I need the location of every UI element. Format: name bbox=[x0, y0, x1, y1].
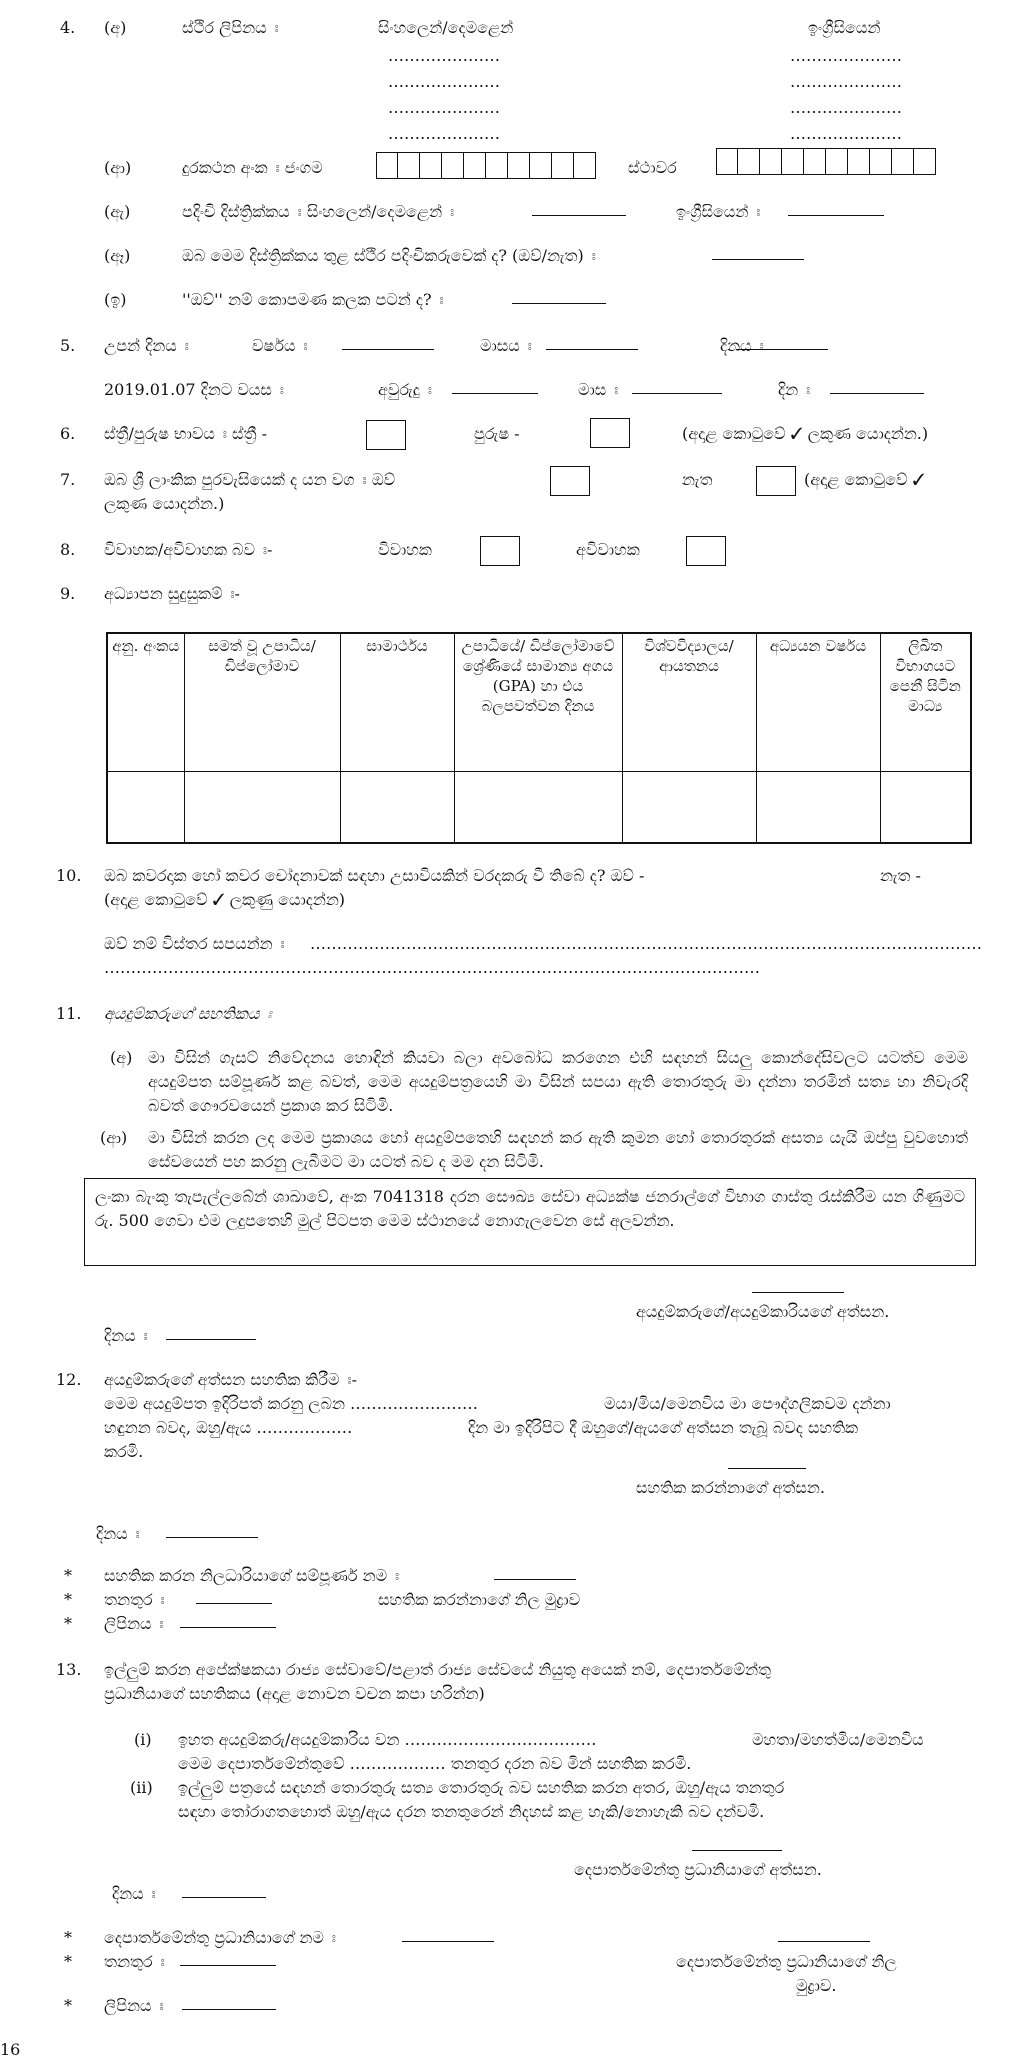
address-english-line-4[interactable]: ………………… bbox=[790, 124, 902, 143]
hod-cert-ii-1: ඉල්ලුම් පත්‍රයේ සඳහන් තොරතුරු සත්‍ය තොරතුරු බව සහතික කරන අතර, ඔහු/ඇය තනතුර bbox=[178, 1778, 785, 1797]
s13i-label: (i) bbox=[134, 1730, 152, 1749]
details-label: ඔව් නම් විස්තර සපයන්න ඃ bbox=[104, 934, 285, 953]
dob-month-field[interactable] bbox=[546, 349, 638, 350]
col-degree: සමත් වූ උපාධිය/ ඩිප්ලෝමාව bbox=[184, 633, 340, 771]
age-years-label: අවුරුදු ඃ bbox=[378, 380, 432, 399]
district-english-field[interactable] bbox=[788, 215, 884, 216]
col-serial: අනු. අංකය bbox=[107, 633, 184, 771]
address-sinhala-line-3[interactable]: ………………… bbox=[388, 98, 500, 117]
details-line-2[interactable]: …………………………………………………………………………………………………………… bbox=[104, 958, 760, 977]
applicant-signature-line[interactable] bbox=[752, 1292, 844, 1293]
age-label: 2019.01.07 දිනට වයස ඃ bbox=[104, 380, 284, 399]
s4ae-label: (ඇ) bbox=[104, 202, 131, 221]
applicant-signature-label: අයදුම්කරුගේ/අයදුම්කාරියගේ අත්සන. bbox=[636, 1302, 890, 1321]
certifier-signature-line[interactable] bbox=[728, 1468, 806, 1469]
s11aa-label: (ආ) bbox=[100, 1128, 128, 1147]
col-medium: ලිඛිත විභාගයට පෙනී සිටින මාධ්‍ය bbox=[880, 633, 971, 771]
s4aa-label: (ආ) bbox=[104, 158, 132, 177]
hod-signature-label: දෙපාර්තමේන්තු ප්‍රධානියාගේ අත්සන. bbox=[574, 1860, 822, 1879]
dob-year-label: වර්ෂය ඃ bbox=[252, 336, 308, 355]
age-days-field[interactable] bbox=[830, 393, 924, 394]
hod-address-field[interactable] bbox=[182, 2009, 276, 2010]
officer-position-field[interactable] bbox=[196, 1603, 272, 1604]
dob-year-field[interactable] bbox=[342, 349, 434, 350]
hod-address-label: ලිපිනය ඃ bbox=[104, 1996, 164, 2015]
s4a-label: (අ) bbox=[104, 18, 127, 37]
mobile-number-boxes[interactable] bbox=[376, 152, 596, 179]
s8-number: 8. bbox=[60, 540, 76, 559]
unmarried-checkbox[interactable] bbox=[686, 536, 726, 566]
cell-university[interactable] bbox=[622, 771, 756, 843]
hod-seal-label-1: දෙපාර්තමේන්තු ප්‍රධානියාගේ නිල bbox=[676, 1952, 897, 1971]
cell-year[interactable] bbox=[756, 771, 880, 843]
education-table bbox=[106, 632, 972, 844]
officer-position-label: තනතුර ඃ bbox=[104, 1590, 165, 1609]
male-label: පුරුෂ - bbox=[474, 424, 520, 443]
declaration-a-text: මා විසින් ගැසට් නිවේදනය හොඳින් කියවා බලා අවබෝධ කරගෙන එහි සඳහන් සියලු කොන්දේසිවලට යටත්ව මෙම අයදුම්පත සම්පූර්ණ කළ බවත්, මෙම අයදුම්පත්‍රයෙහි මා විසින් සපයා ඇති තොරතුරු මා දන්නා තරමින් සත්‍ය හා නිවැරදි බවත් ගෞරවයෙන් ප්‍රකාශ කර සිටිමි. bbox=[148, 1048, 968, 1115]
phone-label: දුරකථන අංක ඃ ජංගම bbox=[182, 158, 323, 177]
attestation-line-3: කරමි. bbox=[104, 1442, 144, 1461]
col-year: අධ්‍යයන වර්ෂය bbox=[756, 633, 880, 771]
district-label: පදිංචි දිස්ත්‍රික්කය ඃ සිංහලෙන්/දෙමළෙන් ඃ bbox=[182, 202, 455, 221]
education-table-header bbox=[107, 633, 971, 771]
star-marker: * bbox=[64, 1614, 72, 1633]
address-english-line-1[interactable]: ………………… bbox=[790, 46, 902, 65]
citizenship-note-1: (අදාළ කොටුවේ ✓ bbox=[804, 470, 925, 489]
age-months-label: මාස ඃ bbox=[578, 380, 619, 399]
attestation-line-1b: මයා/මිය/මෙනවිය මා පෞද්ගලිකවම දන්නා bbox=[604, 1394, 891, 1413]
hod-cert-i-2: මෙම දෙපාර්තමේන්තුවේ ……………… තනතුර දරන බව මින් සහතික කරමි. bbox=[178, 1754, 692, 1773]
star-marker: * bbox=[64, 1928, 72, 1947]
s6-number: 6. bbox=[60, 424, 76, 443]
hod-cert-ii-2: සඳහා තෝරාගතහොත් ඔහු/ඇය දරන තනතුරෙන් නිදහස් කළ හැකි/නොහැකි බව දන්වමි. bbox=[178, 1802, 765, 1821]
unmarried-label: අවිවාහක bbox=[576, 540, 640, 559]
page-number: 16 bbox=[0, 2040, 21, 2059]
cell-medium[interactable] bbox=[880, 771, 971, 843]
s4aee-label: (ඈ) bbox=[104, 246, 131, 265]
s13-number: 13. bbox=[56, 1660, 82, 1679]
citizenship-note-2: ලකුණ යොදන්න.) bbox=[104, 494, 225, 513]
fixed-number-boxes[interactable] bbox=[716, 148, 936, 175]
permanent-resident-field[interactable] bbox=[712, 259, 804, 260]
payment-receipt-box: ලංකා බැංකු තැපැල්ලබේන් ශාඛාවේ, අංක 7041318 දරන සෞඛ්‍ය සේවා අධ්‍යක්ෂ ජනරාල්ගේ විභාග ගාස්තු රැස්කිරීම යන ගිණුමට රු. 500 ගෙවා එම ලදුපතෙහි මුල් පිටපත මෙම ස්ථානයේ නොගැලවෙන සේ අලවන්න. bbox=[84, 1178, 976, 1266]
s10-number: 10. bbox=[56, 866, 82, 885]
hod-cert-line-1: ඉල්ලුම් කරන අපේක්ෂකයා රාජ්‍ය සේවාවේ/පළාත් රාජ්‍ය සේවයේ නියුතු අයෙක් නම්, දෙපාර්තමේන්තු bbox=[104, 1660, 772, 1679]
col-university: විශ්වවිද්‍යාලය/ ආයතනය bbox=[622, 633, 756, 771]
star-marker: * bbox=[64, 1566, 72, 1585]
education-table-row[interactable] bbox=[107, 771, 971, 843]
officer-name-label: සහතික කරන නිලධාරියාගේ සම්පූර්ණ නම ඃ bbox=[104, 1566, 400, 1585]
address-title: ස්ථිර ලිපිනය ඃ bbox=[182, 18, 279, 37]
attestation-line-2b: දින මා ඉදිරිපිට දී ඔහුගේ/ඇයගේ අත්සන තැබූ බවද සහතික bbox=[468, 1418, 859, 1437]
dob-month-label: මාසය ඃ bbox=[480, 336, 532, 355]
officer-address-label: ලිපිනය ඃ bbox=[104, 1614, 164, 1633]
male-checkbox[interactable] bbox=[590, 418, 630, 448]
s11a-label: (අ) bbox=[110, 1048, 133, 1067]
citizen-no-label: නැත bbox=[682, 470, 713, 489]
hod-position-label: තනතුර ඃ bbox=[104, 1952, 165, 1971]
citizen-no-checkbox[interactable] bbox=[756, 466, 796, 496]
s5-number: 5. bbox=[60, 336, 76, 355]
district-sinhala-field[interactable] bbox=[532, 215, 626, 216]
s12-date-field[interactable] bbox=[166, 1537, 258, 1538]
attestation-line-2a: හඳුනන බවද, ඔහු/ඇය ……………… bbox=[104, 1418, 353, 1437]
declaration-aa-text: මා විසින් කරන ලද මෙම ප්‍රකාශය හෝ අයදුම්පතෙහි සඳහන් කර ඇති කුමන හෝ තොරතුරක් අසත්‍ය යැයි ඔප්පු වුවහොත් සේවයෙන් පහ කරනු ලැබීමට මා යටත් බව ද මම දන සිටිමි. bbox=[148, 1128, 968, 1171]
since-when-question: ''ඔව්'' නම් කොපමණ කලක පටන් ද? ඃ bbox=[182, 290, 444, 309]
gender-note: (අදාළ කොටුවේ ✓ ලකුණ යොදන්න.) bbox=[682, 424, 929, 443]
hod-position-field[interactable] bbox=[180, 1965, 276, 1966]
s11-date-field[interactable] bbox=[166, 1339, 256, 1340]
citizen-yes-checkbox[interactable] bbox=[550, 466, 590, 496]
s13-date-field[interactable] bbox=[182, 1897, 266, 1898]
star-marker: * bbox=[64, 1590, 72, 1609]
district-english-label: ඉංග්‍රීසියෙන් ඃ bbox=[676, 202, 761, 221]
age-years-field[interactable] bbox=[452, 393, 538, 394]
hod-signature-line[interactable] bbox=[692, 1850, 782, 1851]
dob-day-label: දිනය ඃ bbox=[720, 336, 764, 355]
permanent-resident-question: ඔබ මෙම දිස්ත්‍රික්කය තුළ ස්ථිර පදිංචිකරුවෙක් ද? (ඔව්/නැත) ඃ bbox=[182, 246, 596, 265]
marital-label: විවාහක/අවිවාහක බව ඃ- bbox=[104, 540, 273, 559]
certifier-signature-label: සහතික කරන්නාගේ අත්සන. bbox=[636, 1478, 825, 1497]
s11-date-label: දිනය ඃ bbox=[104, 1326, 148, 1345]
fixed-line-label: ස්ථාවර bbox=[628, 158, 677, 177]
age-months-field[interactable] bbox=[632, 393, 722, 394]
conviction-note: (අදාළ කොටුවේ ✓ ලකුණු යොදන්න) bbox=[104, 890, 346, 909]
hod-name-field[interactable] bbox=[402, 1941, 494, 1942]
hod-cert-i-1b: මහතා/මහත්මිය/මෙනවිය bbox=[752, 1730, 924, 1749]
s13ii-label: (ii) bbox=[130, 1778, 153, 1797]
gender-label: ස්ත්‍රී/පුරුෂ භාවය ඃ ස්ත්‍රී - bbox=[104, 424, 268, 443]
s9-number: 9. bbox=[60, 584, 76, 603]
married-label: විවාහක bbox=[378, 540, 432, 559]
conviction-no-label: නැත - bbox=[880, 866, 921, 885]
s12-date-label: දිනය ඃ bbox=[96, 1524, 140, 1543]
officer-address-field[interactable] bbox=[180, 1627, 276, 1628]
cell-serial[interactable] bbox=[107, 771, 184, 843]
education-label: අධ්‍යාපන සුදුසුකම් ඃ- bbox=[104, 584, 240, 603]
attestation-title: අයදුම්කරුගේ අත්සන සහතික කිරීම ඃ- bbox=[104, 1370, 357, 1389]
s7-number: 7. bbox=[60, 470, 76, 489]
dob-day-field[interactable] bbox=[736, 349, 828, 350]
attestation-line-1a: මෙම අයදුම්පත ඉදිරිපත් කරනු ලබන …………………… bbox=[104, 1394, 479, 1413]
s4i-label: (ඉ) bbox=[104, 290, 127, 309]
address-english-line-3[interactable]: ………………… bbox=[790, 98, 902, 117]
hod-cert-line-2: ප්‍රධානියාගේ සහතිකය (අදාළ නොවන වචන කපා හරින්න) bbox=[104, 1684, 485, 1703]
age-days-label: දින ඃ bbox=[778, 380, 811, 399]
star-marker: * bbox=[64, 1952, 72, 1971]
address-sinhala-heading: සිංහලෙන්/දෙමළෙන් bbox=[378, 18, 514, 37]
address-sinhala-line-4[interactable]: ………………… bbox=[388, 124, 500, 143]
address-english-line-2[interactable]: ………………… bbox=[790, 72, 902, 91]
citizenship-label: ඔබ ශ්‍රී ලාංකික පුරවැසියෙක් ද යන වග ඃ ඔව් bbox=[104, 470, 396, 489]
cell-gpa[interactable] bbox=[454, 771, 622, 843]
hod-seal-label-2: මුද්‍රාව. bbox=[796, 1976, 837, 1995]
col-pass: සාමාර්ථය bbox=[340, 633, 454, 771]
col-gpa: උපාධියේ/ ඩිප්ලෝමාවේ ශ්‍රේණියේ සාමාන්‍ය අගය (GPA) හා එය බලපවත්වන දිනය bbox=[454, 633, 622, 771]
s11-number: 11. bbox=[56, 1004, 82, 1023]
dob-label: උපන් දිනය ඃ bbox=[104, 336, 189, 355]
star-marker: * bbox=[64, 1996, 72, 2015]
address-english-heading: ඉංග්‍රීසියෙන් bbox=[808, 18, 881, 37]
cell-pass[interactable] bbox=[340, 771, 454, 843]
s4-number: 4. bbox=[60, 18, 76, 37]
certifier-seal-label: සහතික කරන්නාගේ නිල මුද්‍රාව bbox=[378, 1590, 581, 1609]
married-checkbox[interactable] bbox=[480, 536, 520, 566]
hod-cert-i-1a: ඉහත අයදුම්කරු/අයදුම්කාරිය වන ……………………………… bbox=[178, 1730, 597, 1749]
s13-date-label: දිනය ඃ bbox=[112, 1884, 156, 1903]
since-when-field[interactable] bbox=[512, 303, 606, 304]
officer-name-field[interactable] bbox=[494, 1579, 576, 1580]
details-line-1[interactable]: ……………………………………………………………………………………………………………… bbox=[310, 934, 982, 953]
female-checkbox[interactable] bbox=[366, 420, 406, 450]
hod-seal-line[interactable] bbox=[778, 1941, 870, 1942]
hod-name-label: දෙපාර්තමේන්තු ප්‍රධානියාගේ නම ඃ bbox=[104, 1928, 336, 1947]
cell-degree[interactable] bbox=[184, 771, 340, 843]
applicant-declaration-title: අයදුම්කරුගේ සහතිකය ඃ bbox=[104, 1004, 272, 1023]
s12-number: 12. bbox=[56, 1370, 82, 1389]
conviction-question: ඔබ කවරදාක හෝ කවර චෝදනාවක් සඳහා උසාවියකින් වරදකරු වී තිබේ ද? ඔව් - bbox=[104, 866, 645, 885]
address-sinhala-line-2[interactable]: ………………… bbox=[388, 72, 500, 91]
address-sinhala-line-1[interactable]: ………………… bbox=[388, 46, 500, 65]
